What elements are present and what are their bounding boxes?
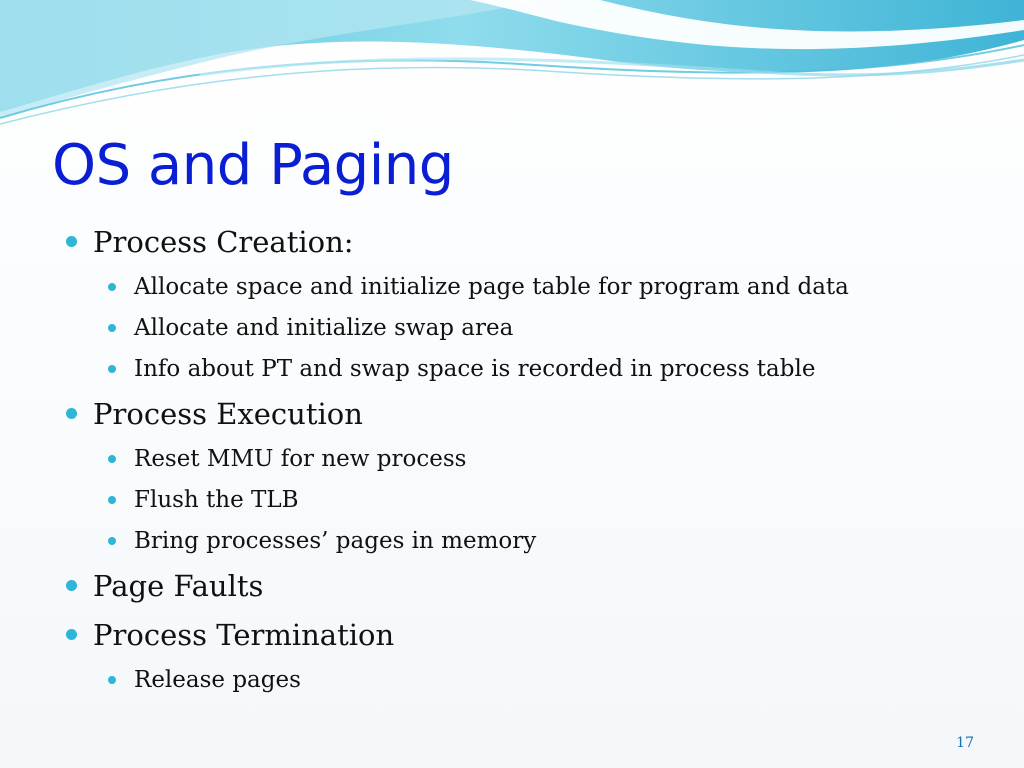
bullet-text: Allocate space and initialize page table for program and data <box>134 274 849 300</box>
bullet-dot-icon <box>108 496 116 504</box>
bullet-dot-icon <box>66 580 77 591</box>
bullet-dot-icon <box>108 324 116 332</box>
bullet-dot-icon <box>108 365 116 373</box>
bullet-dot-icon <box>66 629 77 640</box>
bullet-text: Allocate and initialize swap area <box>134 315 514 341</box>
bullet-text: Info about PT and swap space is recorded in process table <box>134 356 816 382</box>
bullet-text: Bring processes’ pages in memory <box>134 528 537 554</box>
bullet-text: Process Execution <box>93 397 363 431</box>
bullet-text: Process Creation: <box>93 225 354 259</box>
bullet-dot-icon <box>108 283 116 291</box>
bullet-text: Page Faults <box>93 569 264 603</box>
bullet-text: Release pages <box>134 667 301 693</box>
bullet-text: Reset MMU for new process <box>134 446 467 472</box>
page-number: 17 <box>956 735 974 751</box>
bullet-dot-icon <box>108 537 116 545</box>
slide-title: OS and Paging <box>52 133 454 198</box>
bullet-dot-icon <box>66 236 77 247</box>
bullet-text: Flush the TLB <box>134 487 299 513</box>
bullet-dot-icon <box>108 676 116 684</box>
bullet-dot-icon <box>108 455 116 463</box>
bullet-dot-icon <box>66 408 77 419</box>
bullet-text: Process Termination <box>93 618 395 652</box>
